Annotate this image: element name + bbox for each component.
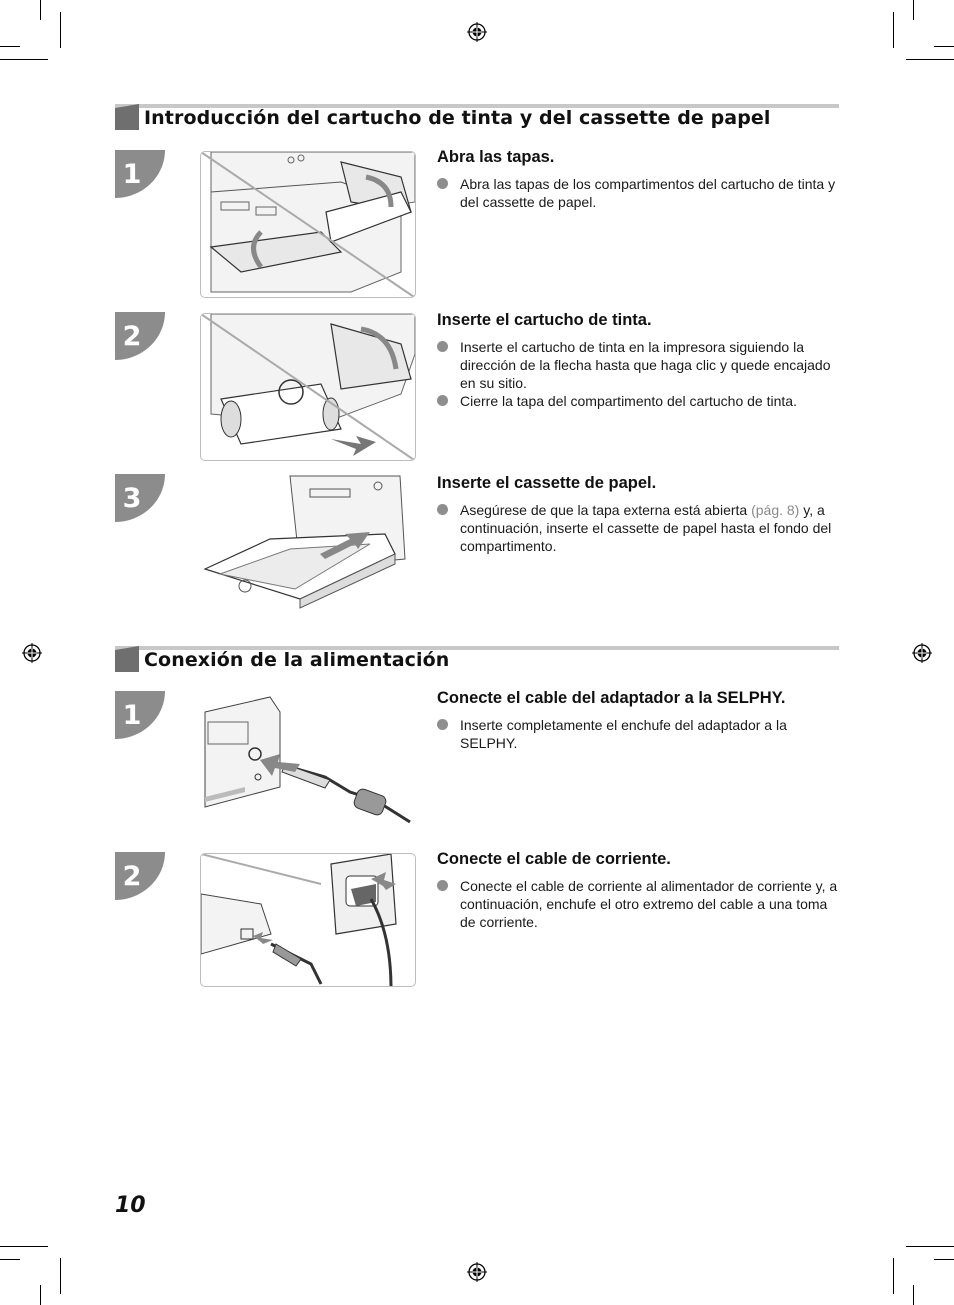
illustration-open-covers	[200, 151, 416, 298]
bullet-dot-icon	[437, 504, 448, 515]
step-content	[437, 474, 841, 555]
step-title: Conecte el cable del adaptador a la SELPHY.	[437, 689, 786, 707]
step-number-badge	[115, 312, 165, 362]
bullet-dot-icon	[437, 719, 448, 730]
step-title: Conecte el cable de corriente.	[437, 850, 671, 868]
illustration-power-cord	[200, 853, 416, 987]
step-number: 2	[122, 861, 142, 892]
registration-mark-icon	[467, 1262, 487, 1282]
step-number-badge	[115, 474, 165, 524]
step-number: 1	[122, 700, 142, 731]
bullet-dot-icon	[437, 880, 448, 891]
list-item: Asegúrese de que la tapa externa está abierta (pág. 8) y, a continuación, inserte el cassette de papel hasta el fondo del compartimento.	[437, 501, 841, 555]
step-content	[437, 148, 841, 211]
step-number: 3	[122, 483, 142, 514]
illustration-adapter-cable	[200, 692, 416, 832]
registration-mark-icon	[22, 643, 42, 663]
step-content	[437, 689, 841, 752]
list-item: Abra las tapas de los compartimentos del cartucho de tinta y del cassette de papel.	[437, 175, 841, 211]
bullet-dot-icon	[437, 178, 448, 189]
list-item: Cierre la tapa del compartimento del cartucho de tinta.	[437, 392, 841, 410]
step-number-badge	[115, 852, 165, 902]
page-reference-link[interactable]: (pág. 8)	[751, 502, 800, 518]
list-item: Inserte completamente el enchufe del adaptador a la SELPHY.	[437, 716, 841, 752]
step-number-badge	[115, 691, 165, 741]
section-title: Introducción del cartucho de tinta y del cassette de papel	[144, 107, 771, 129]
section-tab-icon	[115, 104, 139, 132]
section-title: Conexión de la alimentación	[144, 649, 450, 671]
bullet-dot-icon	[437, 341, 448, 352]
section-header-power	[115, 646, 839, 674]
list-item: Conecte el cable de corriente al alimentador de corriente y, a continuación, enchufe el otro extremo del cable a una toma de corriente.	[437, 877, 841, 931]
illustration-insert-ink	[200, 313, 416, 461]
bullet-dot-icon	[437, 395, 448, 406]
registration-mark-icon	[467, 22, 487, 42]
step-title: Inserte el cassette de papel.	[437, 474, 657, 492]
list-item: Inserte el cartucho de tinta en la impresora siguiendo la dirección de la flecha hasta que haga clic y quede encajado en su sitio.	[437, 338, 841, 392]
page-number: 10	[115, 1193, 146, 1218]
step-number: 1	[122, 159, 142, 190]
step-number: 2	[122, 321, 142, 352]
section-header-ink-paper	[115, 104, 839, 132]
step-content	[437, 311, 841, 410]
illustration-insert-paper	[200, 474, 416, 614]
section-tab-icon	[115, 646, 139, 674]
step-content	[437, 850, 841, 931]
registration-mark-icon	[912, 643, 932, 663]
step-number-badge	[115, 150, 165, 200]
step-title: Inserte el cartucho de tinta.	[437, 311, 652, 329]
step-title: Abra las tapas.	[437, 148, 555, 166]
